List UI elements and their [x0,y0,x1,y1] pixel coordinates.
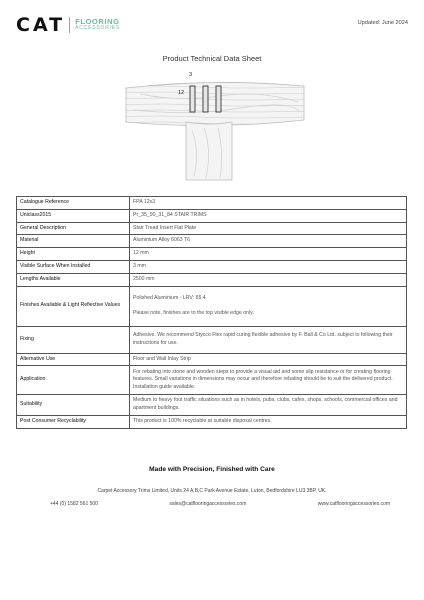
footer-tagline: Made with Precision, Finished with Care [149,466,275,473]
spec-row-alternative-use [17,353,407,366]
spec-value: 2500 mm [130,273,407,286]
spec-row-recyclability [17,415,407,428]
logo-subtitle [75,18,120,32]
updated-date: Updated: June 2024 [357,20,408,26]
footer-phone: +44 (0) 1582 561 500 [50,501,98,507]
spec-label: Post Consumer Recyclability [17,415,130,428]
page-header [16,14,408,36]
product-diagram [120,72,310,182]
spec-row-finishes [17,286,407,326]
stair-tread-illustration [120,72,310,182]
spec-value-note: Please note, finishes are to the top visible edge only. [133,309,254,316]
spec-row-fixing [17,326,407,353]
spec-value: Aluminium Alloy 6063 T6 [130,235,407,248]
dimension-width-label: 3 [189,72,193,78]
spec-row-material [17,235,407,248]
spec-label: Material [17,235,130,248]
spec-row-general-description [17,222,407,235]
footer-website[interactable]: www.catflooringaccessories.com [317,501,390,507]
spec-label: Lengths Available [17,273,130,286]
spec-row-lengths [17,273,407,286]
spec-row-height [17,248,407,261]
spec-label: Uniclass2015 [17,209,130,222]
spec-label: Alternative Use [17,353,130,366]
spec-value: 3 mm [130,260,407,273]
spec-value: FPA 12x3 [130,197,407,210]
document-title: Product Technical Data Sheet [162,54,262,63]
specification-table [16,196,407,429]
spec-value: Polished Aluminium - LRV: 65.4 [133,294,206,301]
logo-line-1: FLOORING [75,17,120,26]
spec-label: Fixing [17,326,130,353]
spec-value-group [130,286,407,326]
spec-value: Floor and Wall Inlay Strip [130,353,407,366]
spec-label: Application [17,366,130,395]
spec-row-application [17,366,407,395]
logo-line-2: ACCESSORIES [75,25,121,31]
spec-row-suitability [17,395,407,416]
spec-label: Height [17,248,130,261]
spec-value: For rebating into stone and wooden steps to provide a visual aid and some slip resistance or for creating flooring features. Small variations in dimensions may occur and therefore rebating should be to suit the delivered product. Installation guide available. [130,366,407,395]
spec-label: Catalogue Reference [17,197,130,210]
spec-row-visible-surface [17,260,407,273]
spec-value: Adhesive. We recommend Stycco Flex rapid curing flexible adhesive by F. Ball & Co Ltd. subject to following their instructions for use. [130,326,407,353]
spec-label: General Description [17,222,130,235]
spec-row-catalogue-reference [17,197,407,210]
spec-value: Stair Tread Insert Flat Plate [130,222,407,235]
footer-contact [50,501,390,507]
company-logo [16,14,120,36]
logo-divider [69,17,70,33]
footer-email[interactable]: sales@catflooringaccessories.com [169,501,247,507]
riser-shape [186,122,232,180]
insert-plate-3 [216,86,221,112]
logo-wordmark: CAT [16,14,66,36]
footer-address: Carpet Accessory Trims Limited, Units 24 A,B,C Park Avenue Estate, Luton, Bedfordshire LU3 3BP, UK. [97,488,327,494]
insert-plate-2 [203,86,208,112]
spec-label: Visible Surface When Installed [17,260,130,273]
dimension-height-label: 12 [178,90,185,96]
spec-value: Medium to heavy foot traffic situations such as in hotels, pubs, clubs, cafes, shops, schools, commercial offices and apartment buildings. [130,395,407,416]
spec-label: Finishes Available & Light Reflective Values [17,286,130,326]
insert-plate-1 [190,86,195,112]
spec-value: Pr_35_90_31_84 STAIR TRIMS [130,209,407,222]
spec-value: This product is 100% recyclable at suitable disposal centres. [130,415,407,428]
spec-label: Suitability [17,395,130,416]
spec-row-uniclass [17,209,407,222]
spec-value: 12 mm [130,248,407,261]
